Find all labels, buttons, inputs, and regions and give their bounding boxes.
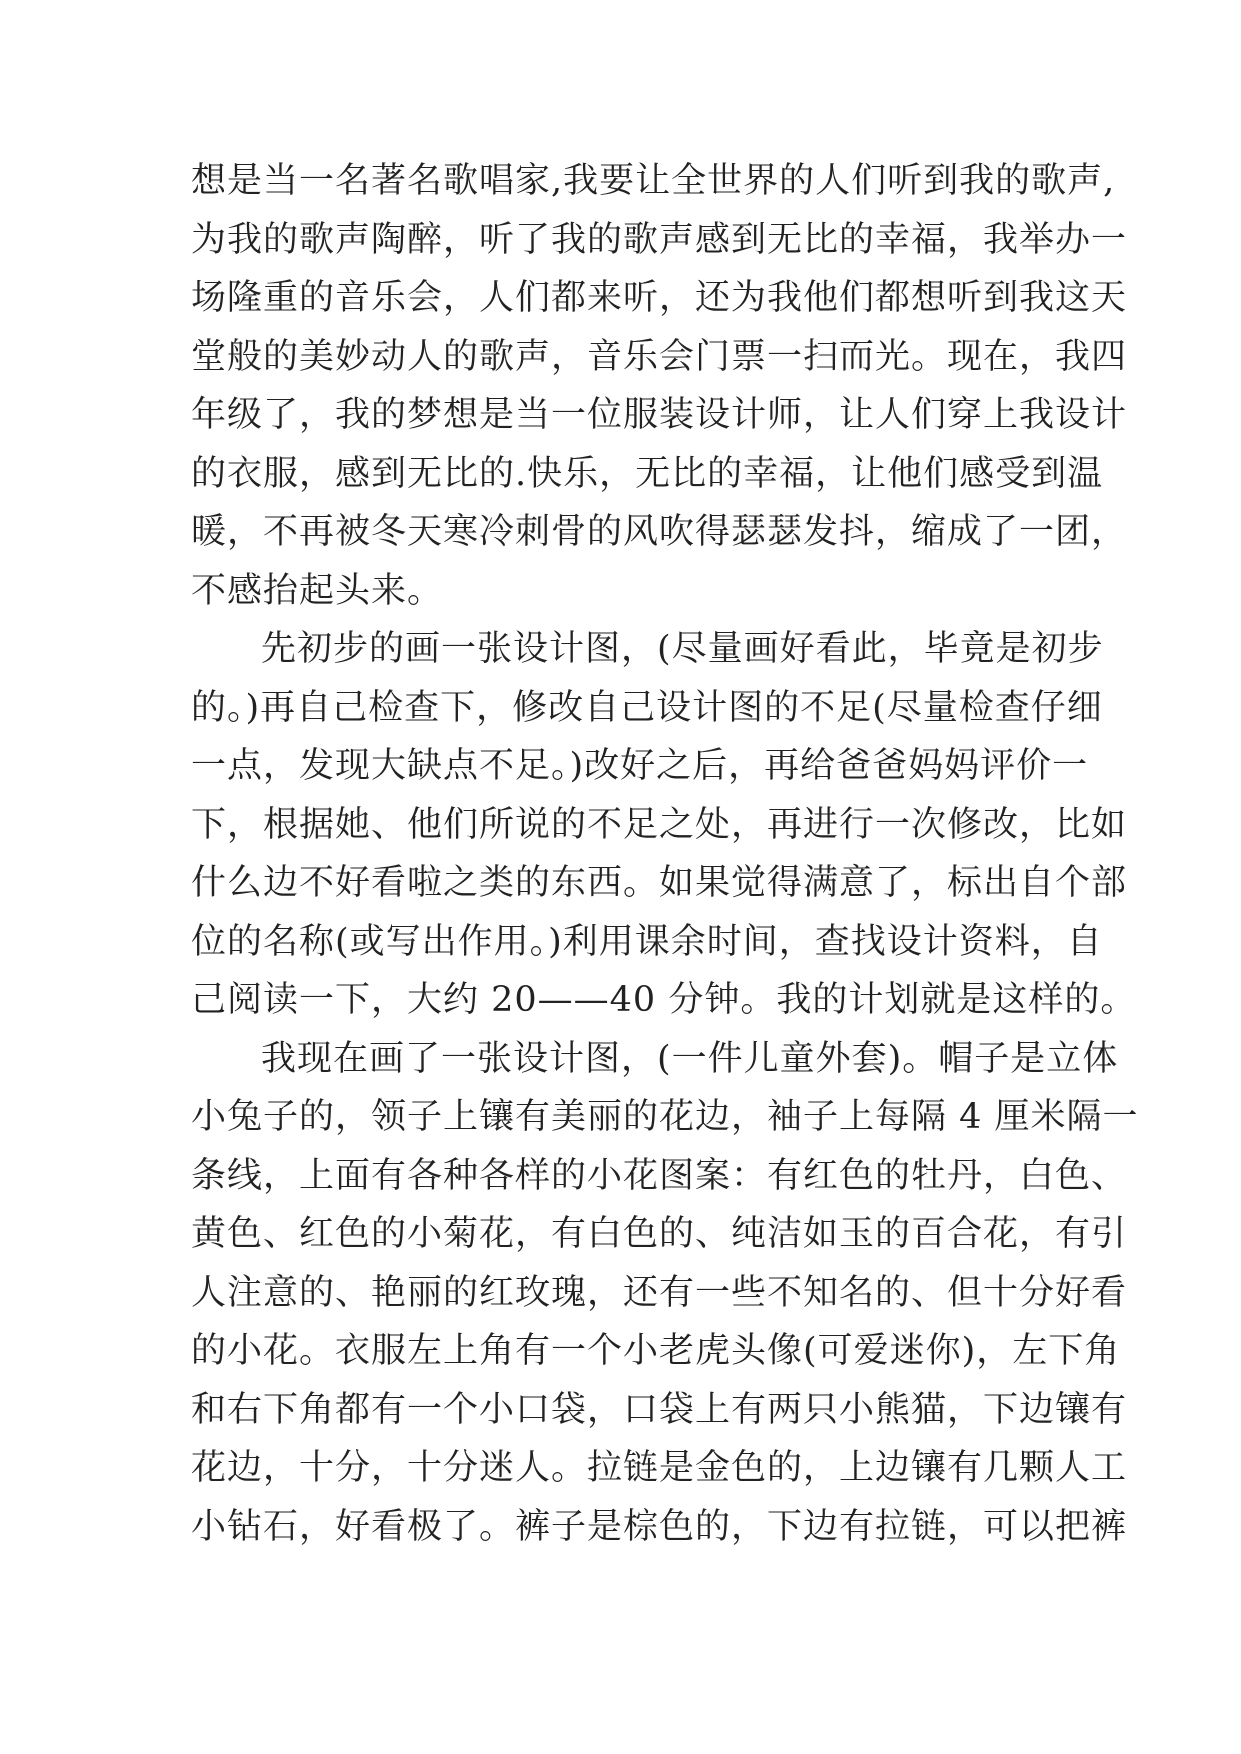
text-line: 一点，发现大缺点不足。)改好之后，再给爸爸妈妈评价一 bbox=[191, 746, 1089, 786]
text-line: 不感抬起头来。 bbox=[191, 570, 444, 611]
text-line: 小兔子的，领子上镶有美丽的花边，袖子上每隔 4 厘米隔一 bbox=[191, 1097, 1139, 1137]
paragraph-start-line: 我现在画了一张设计图，(一件儿童外套)。帽子是立体 bbox=[261, 1038, 1119, 1079]
text-line: 的小花。衣服左上角有一个小老虎头像(可爱迷你)，左下角 bbox=[191, 1331, 1121, 1371]
text-line: 己阅读一下，大约 20——40 分钟。我的计划就是这样的。 bbox=[191, 980, 1137, 1020]
text-line: 想是当一名著名歌唱家,我要让全世界的人们听到我的歌声, bbox=[191, 161, 1116, 201]
text-line: 的。)再自己检查下，修改自己设计图的不足(尽量检查仔细 bbox=[191, 687, 1103, 728]
text-line: 黄色、红色的小菊花，有白色的、纯洁如玉的百合花，有引 bbox=[191, 1214, 1128, 1254]
text-line: 条线，上面有各种各样的小花图案：有红色的牡丹，白色、 bbox=[191, 1155, 1128, 1196]
text-line: 为我的歌声陶醉，听了我的歌声感到无比的幸福，我举办一 bbox=[191, 219, 1128, 260]
text-line: 位的名称(或写出作用。)利用课余时间，查找设计资料，自 bbox=[191, 921, 1103, 962]
text-line: 场隆重的音乐会，人们都来听，还为我他们都想听到我这天 bbox=[191, 278, 1128, 318]
body-text bbox=[191, 152, 1139, 1556]
text-line: 暖，不再被冬天寒冷刺骨的风吹得瑟瑟发抖，缩成了一团， bbox=[191, 512, 1128, 552]
text-line: 什么边不好看啦之类的东西。如果觉得满意了，标出自个部 bbox=[191, 863, 1128, 903]
text-line: 花边，十分，十分迷人。拉链是金色的，上边镶有几颗人工 bbox=[191, 1448, 1128, 1488]
text-line: 和右下角都有一个小口袋，口袋上有两只小熊猫，下边镶有 bbox=[191, 1389, 1128, 1430]
text-line: 人注意的、艳丽的红玫瑰，还有一些不知名的、但十分好看 bbox=[191, 1272, 1128, 1313]
text-line: 堂般的美妙动人的歌声，音乐会门票一扫而光。现在，我四 bbox=[191, 336, 1128, 377]
text-line: 下，根据她、他们所说的不足之处，再进行一次修改，比如 bbox=[191, 804, 1128, 845]
paragraph-start-line: 先初步的画一张设计图，(尽量画好看此，毕竟是初步 bbox=[261, 629, 1104, 669]
text-line: 年级了，我的梦想是当一位服装设计师，让人们穿上我设计 bbox=[191, 395, 1128, 435]
text-line: 小钻石，好看极了。裤子是棕色的，下边有拉链，可以把裤 bbox=[191, 1506, 1128, 1547]
text-line: 的衣服，感到无比的.快乐，无比的幸福，让他们感受到温 bbox=[191, 453, 1104, 494]
